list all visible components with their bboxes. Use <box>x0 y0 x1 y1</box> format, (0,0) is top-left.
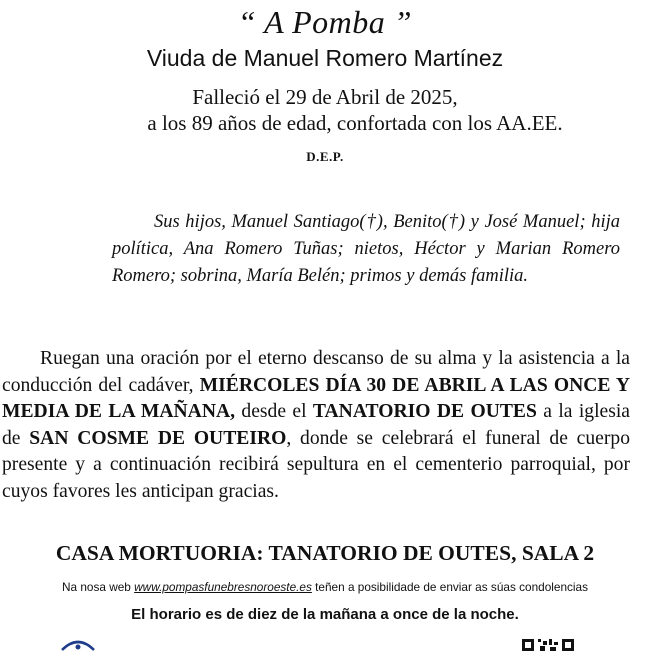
dep-abbreviation: D.E.P. <box>306 149 344 164</box>
qr-code-icon <box>522 637 582 651</box>
request-intro: Ruegan una oración por el eterno descanso de su alma y la asistencia a la conducción del cadáver, <box>2 348 630 396</box>
mortuary-heading: CASA MORTUORIA: TANATORIO DE OUTES, SALA 2 <box>55 541 595 565</box>
opening-hours: El horario es de diez de la mañana a once de la noche. <box>131 606 519 623</box>
ceremony-datetime: MIÉRCOLES DÍA 30 DE ABRIL A LAS ONCE Y MEDIA DE LA MAÑANA, <box>2 374 630 422</box>
origin-place: TANATORIO DE OUTES <box>312 401 537 422</box>
request-paragraph <box>2 346 630 505</box>
deceased-nickname: “ A Pomba ” <box>237 4 413 40</box>
church-name: SAN COSME DE OUTEIRO <box>29 427 287 449</box>
request-to-text: a la iglesia de <box>2 401 630 449</box>
condolences-web-line <box>0 580 650 594</box>
website-link[interactable]: www.pompasfunebresnoroeste.es <box>134 580 312 594</box>
request-from-text: desde el <box>235 401 313 422</box>
death-date-line: Falleció el 29 de Abril de 2025, <box>192 85 458 109</box>
web-suffix: teñen a posibilidade de enviar as súas condolencias <box>311 580 588 594</box>
widow-of-line: Viuda de Manuel Romero Martínez <box>146 45 504 71</box>
web-prefix: Na nosa web <box>62 580 135 594</box>
age-line: a los 89 años de edad, confortada con los AA.EE. <box>147 111 563 135</box>
request-closing: , donde se celebrará el funeral de cuerpo presente y a continuación recibirá sepultura en el cementerio parroquial, por cuyos favores les anticipan gracias. <box>2 427 630 502</box>
family-paragraph: Sus hijos, Manuel Santiago(†), Benito(†) y José Manuel; hija política, Ana Romero Tuñas; nietos, Héctor y Marian Romero Romero; sobrina, María Belén; primos y demás familia. <box>112 212 620 286</box>
